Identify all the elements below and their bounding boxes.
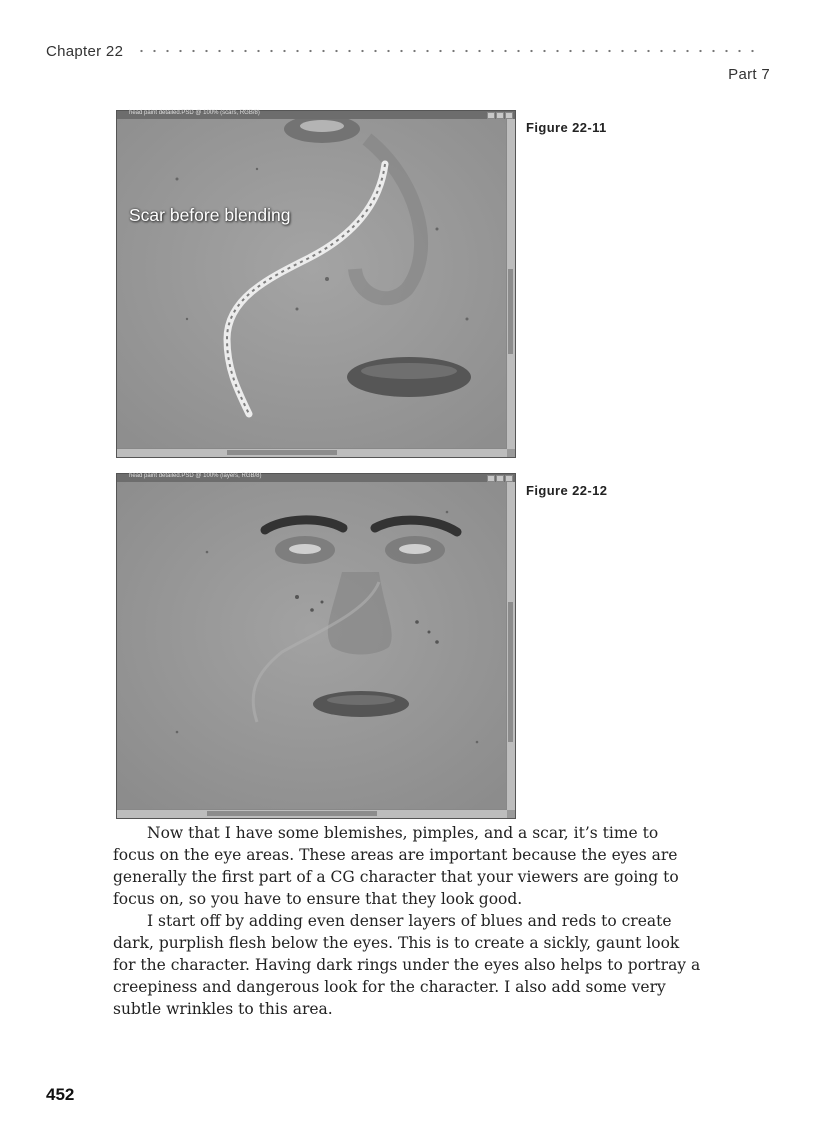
scrollbar-thumb[interactable] bbox=[227, 450, 337, 455]
maximize-button[interactable] bbox=[496, 475, 504, 482]
paragraph: Now that I have some blemishes, pimples, and a scar, it’s time to focus on the eye areas. These areas are important because the eyes are generally the first part of a CG character that your viewers are going to focus on, so you have to ensure that they look good. bbox=[113, 824, 679, 908]
vertical-scrollbar[interactable] bbox=[506, 119, 515, 449]
horizontal-scrollbar[interactable] bbox=[117, 809, 507, 818]
face-texture-scar-image bbox=[117, 119, 507, 449]
face-texture-image bbox=[117, 482, 507, 810]
scrollbar-thumb[interactable] bbox=[508, 269, 513, 354]
close-button[interactable] bbox=[505, 475, 513, 482]
figure-caption: Figure 22-11 bbox=[526, 120, 607, 135]
running-head-part: Part 7 bbox=[728, 66, 770, 83]
minimize-button[interactable] bbox=[487, 475, 495, 482]
window-title: head paint detailed.PSD @ 100% (layers, RGB/8) bbox=[129, 473, 262, 479]
vertical-scrollbar[interactable] bbox=[506, 482, 515, 810]
window-title: head paint detailed.PSD @ 100% (scars, RGB/8) bbox=[129, 110, 260, 116]
close-button[interactable] bbox=[505, 112, 513, 119]
window-titlebar bbox=[117, 111, 515, 119]
minimize-button[interactable] bbox=[487, 112, 495, 119]
figure-caption: Figure 22-12 bbox=[526, 483, 608, 498]
body-text bbox=[113, 822, 703, 1020]
artwork-canvas bbox=[117, 119, 507, 449]
window-titlebar bbox=[117, 474, 515, 482]
figure-22-12-window bbox=[116, 473, 516, 819]
figure-22-11-window bbox=[116, 110, 516, 458]
running-head-chapter: Chapter 22 bbox=[46, 43, 124, 60]
scrollbar-thumb[interactable] bbox=[207, 811, 377, 816]
maximize-button[interactable] bbox=[496, 112, 504, 119]
paragraph: I start off by adding even denser layers of blues and reds to create dark, purplish flesh below the eyes. This is to create a sickly, gaunt look for the character. Having dark rings under the eyes also helps to portray a creepiness and dangerous look for the character. I also add some very subtle wrinkles to this area. bbox=[113, 912, 701, 1018]
scar-label: Scar before blending bbox=[129, 205, 291, 225]
scrollbar-thumb[interactable] bbox=[508, 602, 513, 742]
page-number: 452 bbox=[46, 1085, 75, 1104]
artwork-canvas bbox=[117, 482, 507, 810]
dotted-leader bbox=[135, 44, 759, 58]
horizontal-scrollbar[interactable] bbox=[117, 448, 507, 457]
